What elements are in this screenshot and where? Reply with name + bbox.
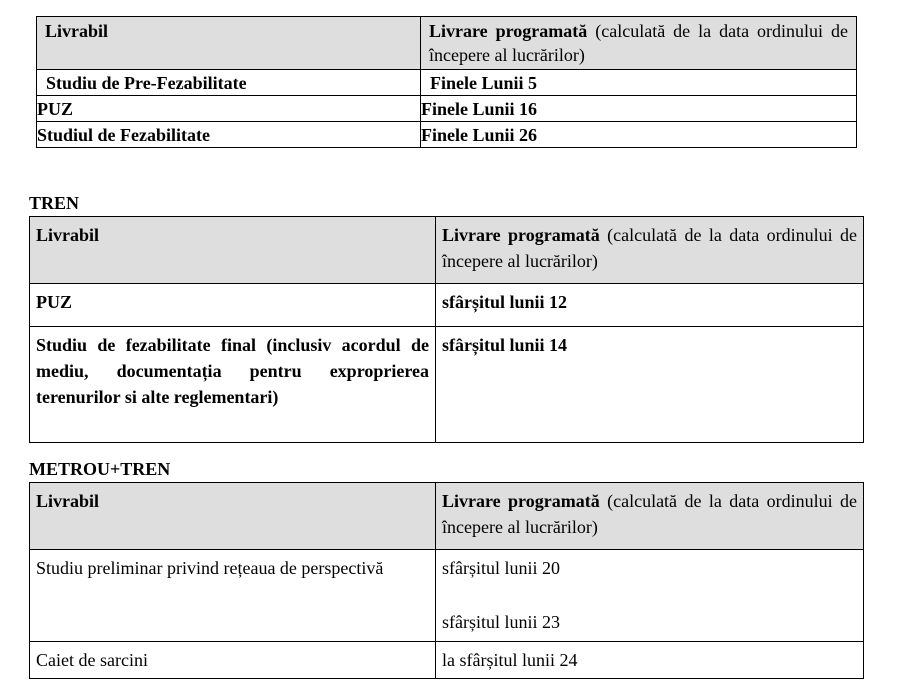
section-title-metrou-tren: METROU+TREN bbox=[29, 459, 171, 479]
schedule-cell: Finele Lunii 16 bbox=[421, 96, 857, 122]
table-row bbox=[30, 284, 864, 327]
table-row bbox=[30, 327, 864, 443]
schedule-cell: sfârșitul lunii 12 bbox=[436, 284, 864, 327]
header-deliverable: Livrabil bbox=[37, 17, 421, 70]
table-row bbox=[37, 70, 857, 96]
header-schedule bbox=[421, 17, 857, 70]
table-row bbox=[37, 96, 857, 122]
header-schedule bbox=[436, 483, 864, 550]
header-deliverable: Livrabil bbox=[30, 483, 436, 550]
deliverable-cell: PUZ bbox=[37, 96, 421, 122]
schedule-cell: sfârșitul lunii 14 bbox=[436, 327, 864, 443]
table-row bbox=[30, 550, 864, 642]
header-schedule-bold: Livrare programată bbox=[442, 491, 600, 511]
deliverable-cell: Caiet de sarcini bbox=[30, 642, 436, 679]
deliverable-cell: Studiu de Pre-Fezabilitate bbox=[37, 70, 421, 96]
line-spacer bbox=[442, 581, 857, 609]
schedule-cell: Finele Lunii 26 bbox=[421, 122, 857, 148]
table-row bbox=[37, 122, 857, 148]
deliverable-cell: Studiu preliminar privind rețeaua de perspectivă bbox=[30, 550, 436, 642]
deliverable-cell: PUZ bbox=[30, 284, 436, 327]
deliverable-cell: Studiul de Fezabilitate bbox=[37, 122, 421, 148]
header-schedule-bold: Livrare programată bbox=[442, 225, 600, 245]
table-row bbox=[30, 642, 864, 679]
section-title-tren: TREN bbox=[29, 193, 80, 213]
table-header-row bbox=[37, 17, 857, 70]
table-header-row bbox=[30, 483, 864, 550]
table-header-row bbox=[30, 217, 864, 284]
header-schedule-note: (calculată de la data ordinului de începere al lucrărilor) bbox=[442, 491, 857, 537]
deliverables-table-1 bbox=[36, 16, 857, 148]
header-deliverable: Livrabil bbox=[30, 217, 436, 284]
schedule-cell: la sfârșitul lunii 24 bbox=[436, 642, 864, 679]
header-schedule bbox=[436, 217, 864, 284]
header-schedule-note: (calculată de la data ordinului de începere al lucrărilor) bbox=[442, 225, 857, 271]
header-schedule-note: (calculată de la data ordinului de începere al lucrărilor) bbox=[429, 21, 848, 65]
schedule-cell bbox=[436, 550, 864, 642]
schedule-cell: Finele Lunii 5 bbox=[421, 70, 857, 96]
deliverable-cell: Studiu de fezabilitate final (inclusiv acordul de mediu, documentația pentru exproprierea terenurilor si alte reglementari) bbox=[30, 327, 436, 443]
deliverables-table-metrou-tren bbox=[29, 482, 864, 679]
schedule-line-1: sfârșitul lunii 20 bbox=[442, 558, 560, 578]
header-schedule-bold: Livrare programată bbox=[429, 21, 588, 41]
schedule-line-2: sfârșitul lunii 23 bbox=[442, 612, 560, 632]
deliverables-table-tren bbox=[29, 216, 864, 443]
